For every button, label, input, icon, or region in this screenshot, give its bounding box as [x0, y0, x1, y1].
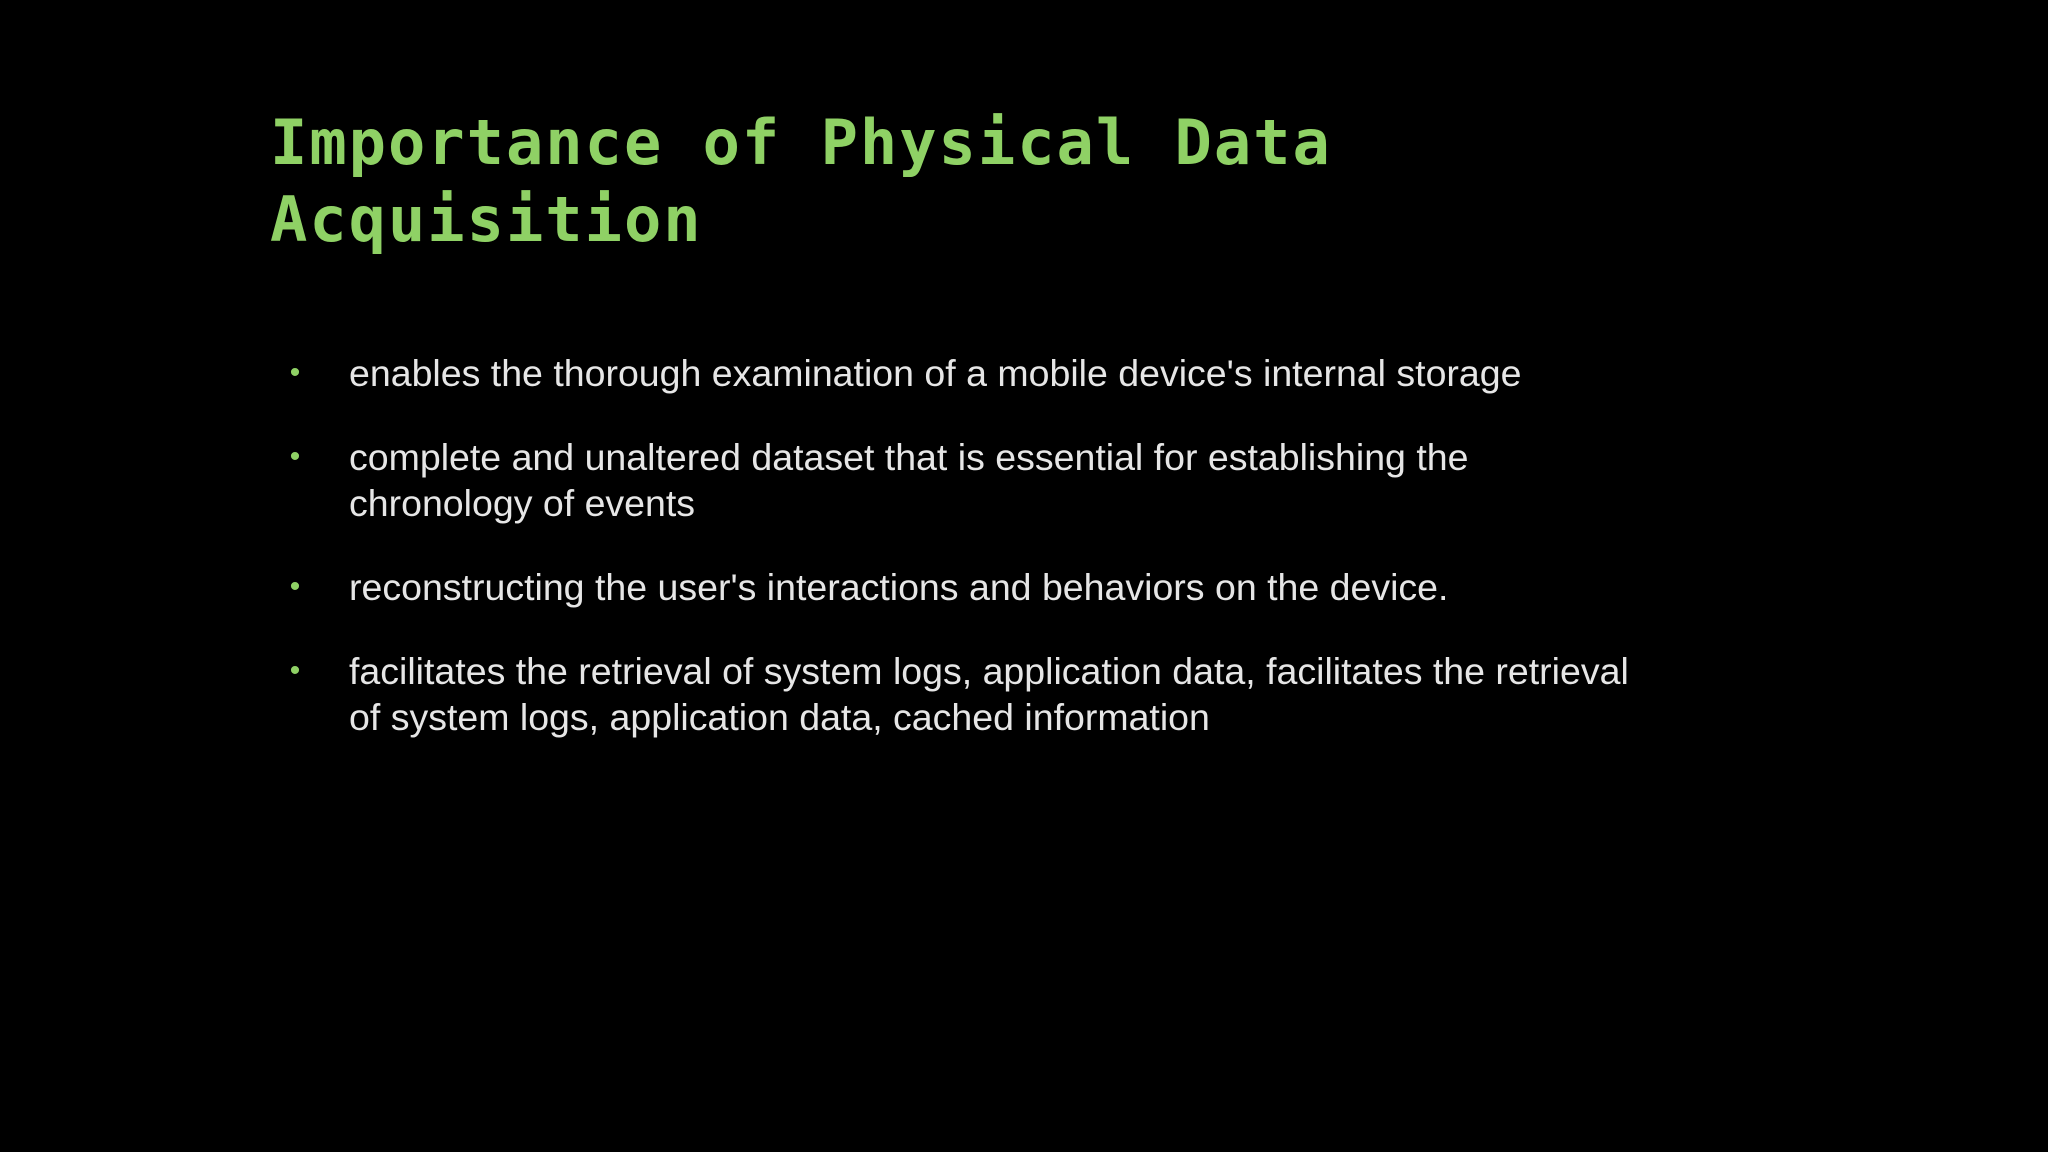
bullet-icon: •	[289, 654, 301, 687]
bullet-item	[270, 434, 1810, 526]
slide-title-line-1: Importance of Physical Data	[270, 106, 1332, 179]
bullet-text-line: complete and unaltered dataset that is essential for establishing the	[349, 436, 1469, 478]
bullet-item	[270, 350, 1810, 396]
bullet-icon: •	[289, 440, 301, 473]
bullet-text-line: reconstructing the user's interactions and behaviors on the device.	[349, 566, 1449, 608]
bullet-text-line: facilitates the retrieval of system logs, application data, facilitates the retrieval	[349, 650, 1629, 692]
slide-title-line-2: Acquisition	[270, 183, 703, 256]
slide-title	[270, 104, 1770, 258]
bullet-icon: •	[289, 356, 301, 389]
bullet-text-line: chronology of events	[349, 482, 696, 524]
bullet-text-line: enables the thorough examination of a mobile device's internal storage	[349, 352, 1522, 394]
bullet-icon: •	[289, 570, 301, 603]
bullet-text-line: of system logs, application data, cached information	[349, 696, 1210, 738]
bullet-item	[270, 648, 1810, 740]
bullet-list	[270, 350, 1810, 778]
bullet-item	[270, 564, 1810, 610]
